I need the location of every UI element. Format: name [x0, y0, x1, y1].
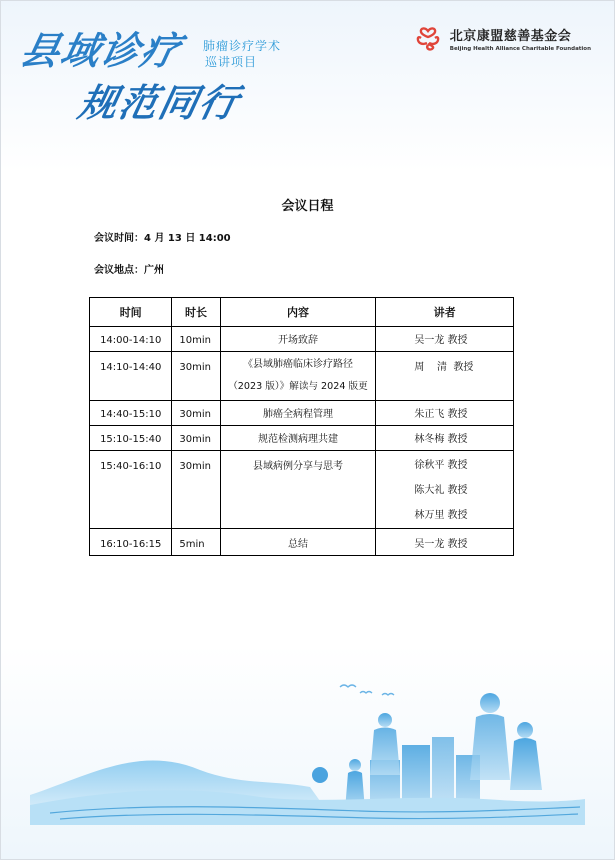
row-speaker: 林万里 教授 [414, 510, 468, 521]
organization-name: 北京康盟慈善基金会 [449, 28, 572, 44]
row-time: 15:40-16:10 [100, 461, 162, 472]
organization-logo [412, 22, 591, 54]
table-row [90, 426, 514, 451]
header-time: 时间 [90, 298, 172, 327]
row-content: 规范检测病理共建 [257, 434, 338, 445]
row-time: 15:10-15:40 [100, 434, 162, 445]
table-row [90, 352, 514, 401]
table-row [90, 327, 514, 352]
project-subtitle-line1: 肺瘤诊疗学术 [203, 39, 282, 53]
row-speaker: 徐秋平 教授 [414, 460, 468, 471]
campaign-logo-line1: 县域诊疗 [16, 28, 187, 73]
city-people-landscape-illustration [30, 675, 585, 830]
row-content-line: 《县域肺癌临床诊疗路径 [242, 359, 353, 370]
row-time: 14:10-14:40 [100, 362, 162, 373]
header-duration: 时长 [172, 298, 220, 327]
row-speaker: 吴一龙 教授 [414, 335, 468, 346]
meeting-time [94, 229, 231, 244]
table-row [90, 529, 514, 556]
organization-name-english: Beijing Health Alliance Charitable Foundation [449, 45, 591, 52]
header-speaker: 讲者 [376, 298, 514, 327]
row-time: 16:10-16:15 [100, 539, 162, 550]
page-title: 会议日程 [281, 199, 334, 214]
row-duration: 30min [179, 434, 211, 445]
row-duration: 30min [179, 461, 211, 472]
row-content-line: （2023 版）》解读与 2024 版更 [228, 381, 368, 392]
row-duration: 30min [179, 362, 211, 373]
meeting-place-value: 广州 [144, 265, 164, 276]
row-speaker: 周 清 教授 [414, 362, 474, 373]
row-duration: 10min [179, 335, 211, 346]
row-speaker: 陈大礼 教授 [414, 485, 468, 496]
meeting-time-value: 4 月 13 日 14:00 [144, 233, 231, 244]
meeting-place-label: 会议地点： [94, 265, 144, 276]
row-content: 开场致辞 [277, 335, 318, 346]
row-speaker: 朱正飞 教授 [414, 409, 468, 420]
row-speaker: 林冬梅 教授 [414, 434, 468, 445]
row-speaker: 吴一龙 教授 [414, 539, 468, 550]
project-subtitle-line2: 巡讲项目 [205, 55, 258, 69]
campaign-logo-line2: 规范同行 [74, 80, 245, 125]
row-time: 14:00-14:10 [100, 335, 162, 346]
project-subtitle [203, 38, 281, 70]
row-time: 14:40-15:10 [100, 409, 162, 420]
row-content: 肺癌全病程管理 [262, 409, 333, 420]
row-duration: 5min [179, 539, 205, 550]
meeting-place [94, 261, 164, 276]
table-header-row [90, 298, 514, 327]
row-content: 县域病例分享与思考 [252, 461, 343, 472]
table-row [90, 401, 514, 426]
campaign-logo [16, 20, 282, 130]
row-duration: 30min [179, 409, 211, 420]
row-content: 总结 [287, 539, 308, 550]
table-row [90, 451, 514, 529]
heart-cluster-logo-icon [412, 22, 444, 54]
meeting-time-label: 会议时间： [94, 233, 144, 244]
header-content: 内容 [220, 298, 376, 327]
schedule-table [89, 297, 514, 556]
